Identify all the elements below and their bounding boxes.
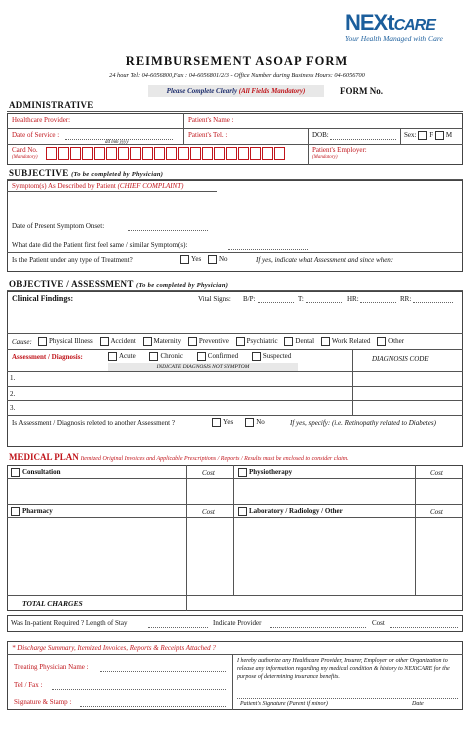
physician-name-label: Treating Physician Name :: [14, 663, 89, 671]
cause-work-text: Work Related: [331, 337, 371, 346]
treatment-if-yes: If yes, indicate what Assessment and since when:: [256, 256, 394, 264]
total-charges-label: TOTAL CHARGES: [22, 599, 83, 608]
cause-label: Cause:: [12, 338, 32, 346]
indicate-diagnosis-note: INDICATE DIAGNOSIS NOT SYMPTOM: [108, 363, 298, 371]
pharmacy-text: Pharmacy: [22, 507, 53, 516]
lab-cost-label: Cost: [430, 508, 443, 516]
consultation-text: Consultation: [22, 468, 61, 477]
diag-suspected-checkbox[interactable]: [252, 352, 261, 361]
contact-line: 24 hour Tel: 04-6056800,Fax : 04-6056801/2/3 - Office Number during Business Hours: 04-6056700: [109, 72, 365, 79]
related-no-checkbox[interactable]: [245, 418, 254, 427]
card-mandatory: (Mandatory): [12, 155, 38, 160]
date-hint: dd mm yyyy: [105, 140, 129, 145]
treatment-no-checkbox[interactable]: [208, 255, 217, 264]
related-options: [212, 418, 270, 427]
diag-row-3: 3.: [10, 404, 16, 412]
symptoms-label: [12, 182, 184, 190]
cause-physical-checkbox[interactable]: [38, 337, 47, 346]
related-if-yes: If yes, specify: (i.e. Retinopathy related to Diabetes): [290, 419, 436, 427]
diag-chronic-text: Chronic: [160, 352, 184, 361]
first-feel-label: What date did the Patient first feel same / similar Symptom(s):: [12, 241, 188, 249]
date-of-service-label: Date of Service :: [12, 131, 60, 139]
consultation-item: [11, 468, 61, 477]
sex-f-text: F: [429, 131, 434, 140]
sex-m-checkbox[interactable]: [435, 131, 444, 140]
cause-accident-checkbox[interactable]: [100, 337, 109, 346]
sex-text: Sex:: [404, 131, 417, 140]
cause-psychiatric-checkbox[interactable]: [236, 337, 245, 346]
lab-text: Laboratory / Radiology / Other: [249, 507, 343, 516]
lab-checkbox[interactable]: [238, 507, 247, 516]
cause-psychiatric-text: Psychiatric: [246, 337, 278, 346]
nextcare-logo: [345, 10, 463, 50]
employer-label: Patient's Employer:: [312, 146, 367, 154]
cause-other-checkbox[interactable]: [377, 337, 386, 346]
treatment-options: [180, 255, 233, 264]
card-number-cells[interactable]: [46, 147, 286, 160]
cause-preventive-text: Preventive: [198, 337, 229, 346]
medical-plan-box: [7, 465, 463, 611]
cause-accident-text: Accident: [110, 337, 136, 346]
pharmacy-item: [11, 507, 53, 516]
related-yes-checkbox[interactable]: [212, 418, 221, 427]
physiotherapy-item: [238, 468, 292, 477]
treatment-no-text: No: [218, 255, 228, 264]
subjective-title: SUBJECTIVE: [9, 168, 69, 178]
physiotherapy-cost-label: Cost: [430, 469, 443, 477]
chief-complaint-text: (CHIEF COMPLAINT): [117, 182, 184, 190]
cause-physical-text: Physical Illness: [49, 337, 93, 346]
diag-confirmed-text: Confirmed: [207, 352, 239, 361]
medical-plan-title: MEDICAL PLAN: [9, 452, 79, 462]
indicate-provider-label: Indicate Provider: [213, 619, 262, 627]
physiotherapy-text: Physiotherapy: [249, 468, 293, 477]
cause-preventive-checkbox[interactable]: [188, 337, 197, 346]
consultation-cost-label: Cost: [202, 469, 215, 477]
assessment-label: Assessment / Diagnosis:: [12, 353, 83, 361]
signature-label: Signature & Stamp :: [14, 698, 72, 706]
onset-label: Date of Present Symptom Onset:: [12, 222, 105, 230]
sex-m-text: M: [445, 131, 453, 140]
symptoms-text: Symptom(s) As Described by Patient: [12, 182, 118, 190]
cause-work-checkbox[interactable]: [321, 337, 330, 346]
dob-label: DOB:: [312, 131, 329, 139]
diag-confirmed-checkbox[interactable]: [197, 352, 206, 361]
logo-brand-b: CARE: [393, 17, 435, 34]
consultation-checkbox[interactable]: [11, 468, 20, 477]
administrative-heading: ADMINISTRATIVE: [9, 100, 94, 110]
related-question: Is Assessment / Diagnosis releted to another Assessment ?: [12, 419, 175, 427]
date-label: Date: [412, 701, 424, 707]
hr-label: HR:: [347, 295, 359, 303]
related-no-text: No: [256, 418, 265, 427]
treatment-question: Is the Patient under any type of Treatment?: [12, 256, 133, 264]
diag-acute-checkbox[interactable]: [108, 352, 117, 361]
employer-mandatory: (Mandatory): [312, 155, 338, 160]
logo-brand-a: NEXt: [345, 10, 394, 35]
healthcare-provider-label: Healthcare Provider:: [12, 116, 71, 124]
form-number-label: FORM No.: [340, 86, 383, 96]
form-title: REIMBURSEMENT ASOAP FORM: [125, 54, 349, 68]
pharmacy-checkbox[interactable]: [11, 507, 20, 516]
objective-note: (To be completed by Physician): [136, 282, 229, 289]
temp-label: T:: [298, 295, 304, 303]
logo-tagline: Your Health Managed with Care: [345, 34, 443, 43]
cause-options: [38, 337, 409, 346]
objective-title: OBJECTIVE / ASSESSMENT: [9, 279, 134, 289]
mandatory-text: (All Fields Mandatory): [238, 87, 306, 95]
sex-f-checkbox[interactable]: [418, 131, 427, 140]
objective-heading: [9, 279, 228, 289]
cause-maternity-text: Maternity: [153, 337, 182, 346]
treatment-yes-text: Yes: [191, 255, 202, 264]
bp-label: B/P:: [243, 295, 256, 303]
patient-signature-label: Patient's Signature (Parent if minor): [240, 701, 328, 707]
medical-plan-heading: [9, 452, 349, 462]
subjective-note: (To be completed by Physician): [71, 171, 164, 178]
diag-chronic-checkbox[interactable]: [149, 352, 158, 361]
tel-fax-label: Tel / Fax :: [14, 681, 43, 689]
diagnosis-type-options: [108, 352, 296, 361]
diagnosis-code-label: DIAGNOSIS CODE: [372, 355, 429, 363]
patient-name-label: Patient's Name :: [188, 116, 234, 124]
please-text: Please Complete Clearly: [166, 87, 239, 95]
diag-row-1: 1.: [10, 374, 16, 382]
vital-signs-label: Vital Signs:: [198, 295, 231, 303]
sex-label: [404, 131, 452, 140]
treatment-yes-checkbox[interactable]: [180, 255, 189, 264]
related-yes-text: Yes: [223, 418, 234, 427]
inpatient-cost-label: Cost: [372, 619, 385, 627]
clinical-findings-label: Clinical Findings:: [12, 294, 74, 303]
physiotherapy-checkbox[interactable]: [238, 468, 247, 477]
inpatient-question: Was In-patient Required ? Length of Stay: [11, 619, 128, 627]
patient-tel-label: Patient's Tel. :: [188, 131, 228, 139]
please-complete-banner: [148, 85, 324, 97]
diag-acute-text: Acute: [119, 352, 136, 361]
cause-maternity-checkbox[interactable]: [143, 337, 152, 346]
cause-other-text: Other: [388, 337, 405, 346]
medical-plan-note: Itemized Original Invoices and Applicable Prescriptions / Reports / Results must be enclosed to consider claim.: [80, 456, 349, 462]
cause-dental-text: Dental: [295, 337, 315, 346]
rr-label: RR:: [400, 295, 412, 303]
diag-row-2: 2.: [10, 390, 16, 398]
diag-suspected-text: Suspected: [262, 352, 292, 361]
card-no-label: Card No.: [12, 146, 38, 154]
pharmacy-cost-label: Cost: [202, 508, 215, 516]
lab-item: [238, 507, 343, 516]
authorization-text: I hereby authorize any Healthcare Provider, Insurer, Employer or other Organization to release any information regarding my medical condition & history to NEXtCARE for the purpose of determining insurance benefits.: [237, 658, 450, 680]
subjective-heading: [9, 168, 163, 178]
discharge-question: * Discharge Summary, Itemized Invoices, Reports & Receipts Attached ?: [12, 644, 216, 652]
cause-dental-checkbox[interactable]: [284, 337, 293, 346]
